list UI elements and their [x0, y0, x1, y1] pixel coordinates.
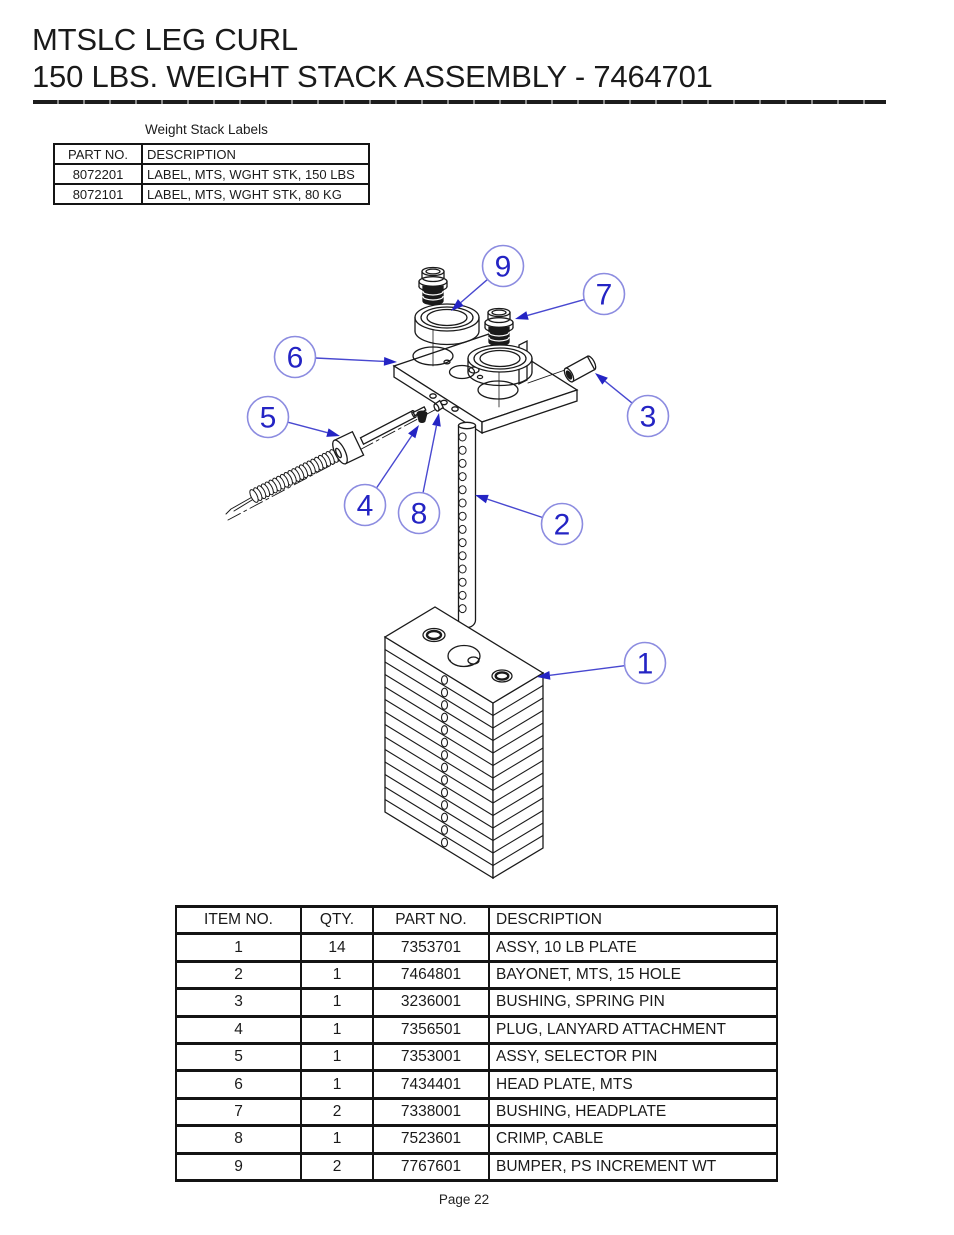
callout-number: 6: [286, 341, 304, 375]
table-cell: 9: [176, 1153, 301, 1180]
doc-title-line2: 150 LBS. WEIGHT STACK ASSEMBLY - 7464701: [32, 59, 713, 94]
column-header: QTY.: [301, 907, 373, 934]
table-cell: ASSY, 10 LB PLATE: [489, 934, 777, 961]
callout-9: [451, 246, 524, 312]
table-cell: 8: [176, 1126, 301, 1153]
table-cell: 1: [301, 961, 373, 988]
table-cell: 7434401: [373, 1071, 489, 1098]
table-cell: LABEL, MTS, WGHT STK, 80 KG: [142, 184, 369, 204]
table-cell: 2: [176, 961, 301, 988]
table-cell: 3: [176, 989, 301, 1016]
table-cell: 1: [301, 1043, 373, 1070]
increment-bumper-left: [415, 304, 479, 345]
table-cell: 2: [301, 1098, 373, 1125]
table-cell: LABEL, MTS, WGHT STK, 150 LBS: [142, 164, 369, 184]
table-cell: PLUG, LANYARD ATTACHMENT: [489, 1016, 777, 1043]
table-cell: 7523601: [373, 1126, 489, 1153]
callout-5: [248, 397, 341, 438]
table-cell: 7338001: [373, 1098, 489, 1125]
callout-6: [275, 337, 398, 378]
table-cell: 1: [301, 1016, 373, 1043]
column-header: DESCRIPTION: [142, 144, 369, 164]
table-header-row: [176, 907, 777, 934]
table-row: [176, 934, 777, 961]
table-row: [176, 1153, 777, 1180]
table-row: [176, 961, 777, 988]
table-cell: BUSHING, SPRING PIN: [489, 989, 777, 1016]
table-cell: 3236001: [373, 989, 489, 1016]
callout-number: 3: [639, 400, 657, 434]
lanyard-cable-end: [226, 496, 254, 514]
table-cell: 7: [176, 1098, 301, 1125]
table-cell: 6: [176, 1071, 301, 1098]
callout-number: 5: [259, 401, 277, 435]
parts-list-table: [175, 905, 778, 1182]
table-row: [176, 1098, 777, 1125]
table-cell: BUMPER, PS INCREMENT WT: [489, 1153, 777, 1180]
bayonet-rod: [459, 422, 476, 627]
table-cell: 5: [176, 1043, 301, 1070]
column-header: DESCRIPTION: [489, 907, 777, 934]
table-cell: 8072201: [54, 164, 142, 184]
table-row: [176, 1043, 777, 1070]
table-cell: 7464801: [373, 961, 489, 988]
callout-1: [537, 643, 666, 684]
table-cell: BAYONET, MTS, 15 HOLE: [489, 961, 777, 988]
table-cell: 7353001: [373, 1043, 489, 1070]
callout-2: [475, 495, 583, 545]
callout-number: 9: [494, 250, 512, 284]
table-row: [176, 989, 777, 1016]
table-row: [176, 1016, 777, 1043]
table-cell: BUSHING, HEADPLATE: [489, 1098, 777, 1125]
callout-7: [515, 274, 625, 320]
table-cell: 1: [301, 1071, 373, 1098]
table-cell: 7767601: [373, 1153, 489, 1180]
lanyard-coil: [248, 448, 340, 503]
callout-number: 1: [636, 647, 654, 681]
table-cell: 7353701: [373, 934, 489, 961]
column-header: PART NO.: [373, 907, 489, 934]
callout-3: [595, 373, 669, 437]
table-cell: 4: [176, 1016, 301, 1043]
table-row: [176, 1126, 777, 1153]
table-cell: 1: [301, 1126, 373, 1153]
lanyard-plug: [417, 411, 428, 424]
column-header: PART NO.: [54, 144, 142, 164]
callout-number: 4: [356, 489, 374, 523]
table-cell: 8072101: [54, 184, 142, 204]
callout-number: 7: [595, 278, 613, 312]
callout-number: 2: [553, 508, 571, 542]
labels-table-caption: Weight Stack Labels: [145, 122, 268, 137]
table-cell: 1: [176, 934, 301, 961]
table-cell: CRIMP, CABLE: [489, 1126, 777, 1153]
page-number: Page 22: [438, 1192, 490, 1207]
callout-8: [399, 413, 441, 534]
table-row: [176, 1071, 777, 1098]
table-cell: 14: [301, 934, 373, 961]
doc-title-line1: MTSLC LEG CURL: [32, 22, 298, 57]
table-cell: HEAD PLATE, MTS: [489, 1071, 777, 1098]
callout-number: 8: [410, 497, 428, 531]
table-cell: ASSY, SELECTOR PIN: [489, 1043, 777, 1070]
table-cell: 1: [301, 989, 373, 1016]
table-cell: 7356501: [373, 1016, 489, 1043]
column-header: ITEM NO.: [176, 907, 301, 934]
table-cell: 2: [301, 1153, 373, 1180]
weight-stack: [385, 607, 543, 878]
